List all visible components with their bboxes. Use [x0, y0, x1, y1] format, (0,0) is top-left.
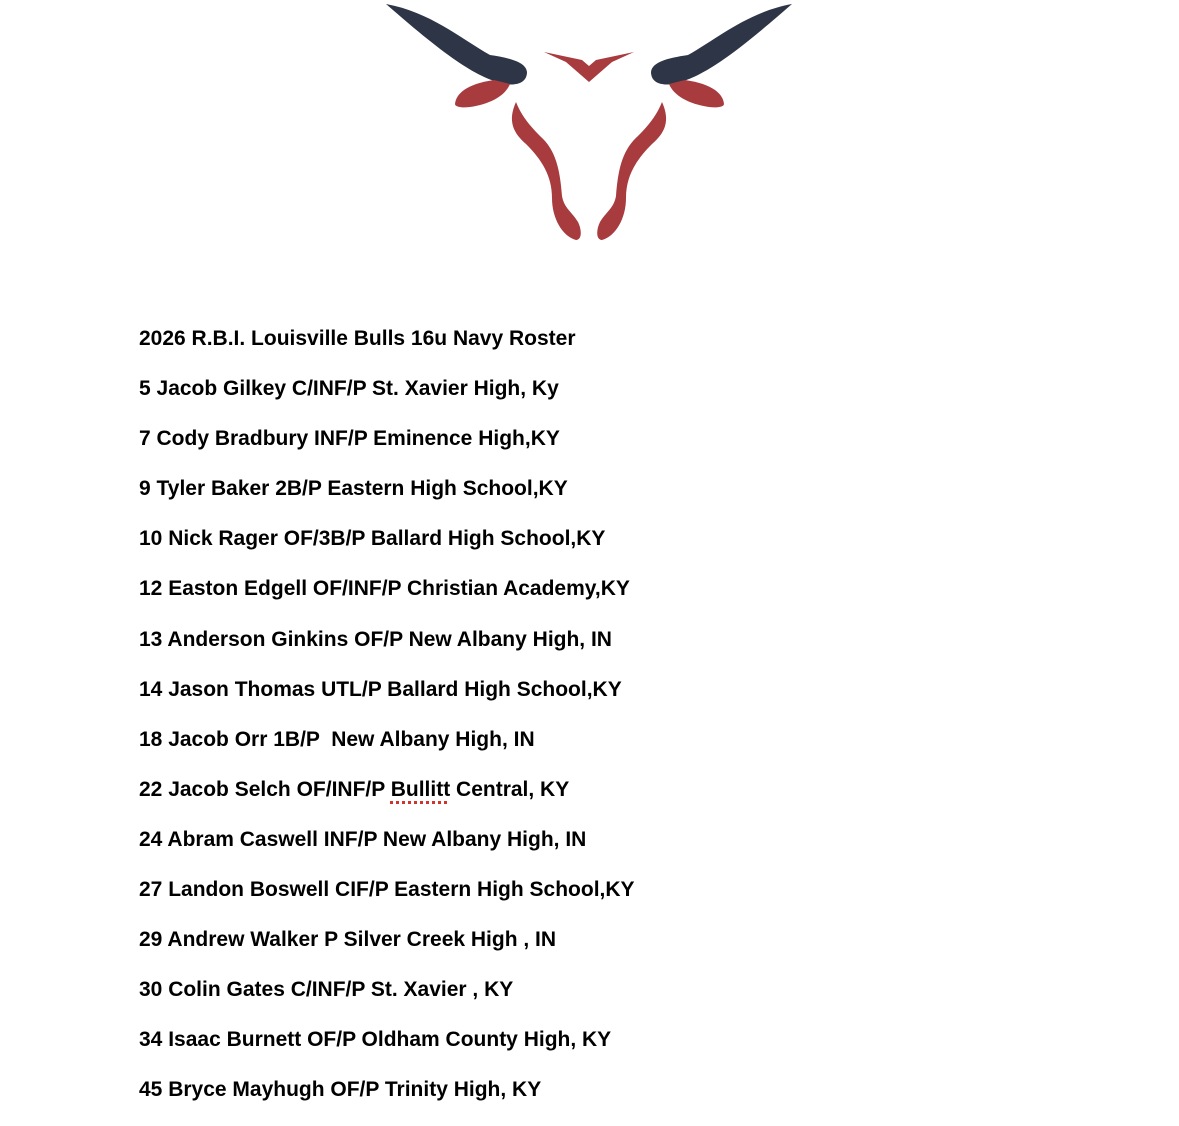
bull-head-logo-icon: [380, 0, 800, 250]
roster-entry: 34 Isaac Burnett OF/P Oldham County High, KY: [139, 1028, 612, 1052]
roster-entry: 18 Jacob Orr 1B/P New Albany High, IN: [139, 727, 535, 751]
roster-entry: 14 Jason Thomas UTL/P Ballard High School,KY: [139, 677, 622, 701]
roster-entry: 13 Anderson Ginkins OF/P New Albany High, IN: [139, 627, 612, 651]
left-ear-icon: [455, 80, 510, 107]
roster-entry: 12 Easton Edgell OF/INF/P Christian Academy,KY: [139, 577, 630, 601]
roster-entry: 30 Colin Gates C/INF/P St. Xavier , KY: [139, 978, 514, 1002]
roster-entry: 5 Jacob Gilkey C/INF/P St. Xavier High, Ky: [139, 377, 559, 401]
roster-entry-text: Central, KY: [450, 777, 570, 801]
brow-icon: [544, 52, 634, 82]
roster-entry: 24 Abram Caswell INF/P New Albany High, IN: [139, 827, 587, 851]
roster-list: [139, 324, 635, 1126]
roster-entry: 27 Landon Boswell CIF/P Eastern High School,KY: [139, 878, 635, 902]
right-face-contour-icon: [597, 102, 666, 240]
roster-entry: 7 Cody Bradbury INF/P Eminence High,KY: [139, 427, 560, 451]
roster-entry: 10 Nick Rager OF/3B/P Ballard High School,KY: [139, 527, 606, 551]
roster-entry: 29 Andrew Walker P Silver Creek High , IN: [139, 928, 557, 952]
left-horn-icon: [386, 4, 527, 85]
spellcheck-flagged-word[interactable]: Bullitt: [390, 777, 451, 801]
roster-entry: 45 Bryce Mayhugh OF/P Trinity High, KY: [139, 1078, 542, 1102]
right-horn-icon: [651, 4, 792, 85]
roster-entry: [139, 775, 635, 805]
roster-title: 2026 R.B.I. Louisville Bulls 16u Navy Roster: [139, 327, 576, 350]
roster-entry-text: 22 Jacob Selch OF/INF/P: [139, 777, 391, 801]
left-face-contour-icon: [512, 102, 581, 240]
right-ear-icon: [669, 80, 724, 107]
roster-entry: 9 Tyler Baker 2B/P Eastern High School,KY: [139, 477, 568, 501]
